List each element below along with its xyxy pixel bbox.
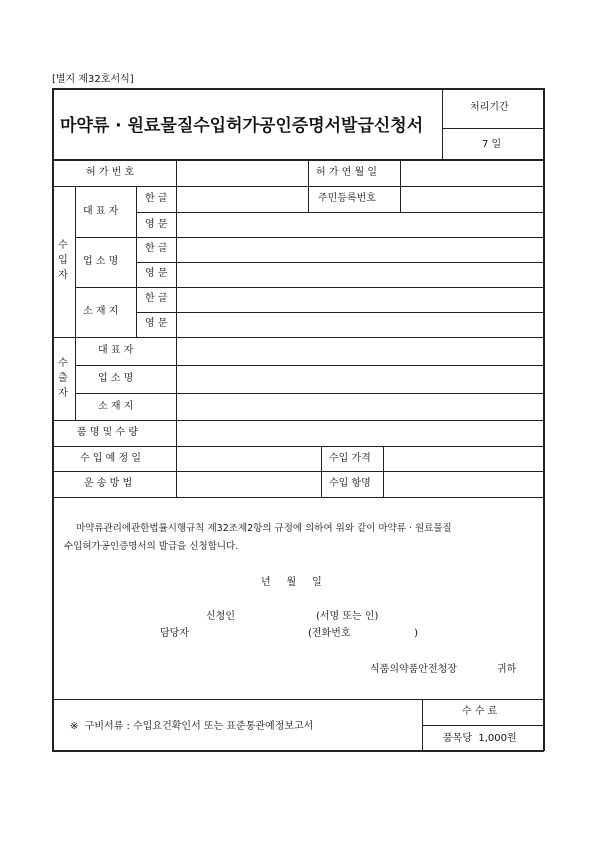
importer-business-name-label: 업 소 명 — [83, 256, 119, 267]
importer-biz-english-label: 영 문 — [145, 268, 168, 279]
exporter-representative-field[interactable] — [177, 338, 542, 365]
importer-loc-english-label: 영 문 — [145, 318, 168, 329]
statement-line-1: 마약류관리에관한법률시행규칙 제32조제2항의 규정에 의하여 위와 같이 마약류 · 원료물질 — [76, 523, 452, 534]
statement-line-2: 수입허가공인증명서의 발급을 신청합니다. — [64, 541, 239, 552]
importer-loc-korean-label: 한 글 — [145, 293, 168, 304]
import-port-label: 수입 항명 — [329, 478, 371, 489]
importer-biz-korean-label: 한 글 — [145, 243, 168, 254]
shipping-method-field[interactable] — [177, 472, 320, 497]
import-price-field[interactable] — [384, 447, 542, 471]
product-quantity-field[interactable] — [177, 421, 542, 446]
permit-date-label: 허 가 연 월 일 — [316, 167, 378, 178]
permit-number-field[interactable] — [177, 160, 307, 186]
exporter-group-label: 수 출 자 — [58, 358, 68, 399]
exporter-business-name-field[interactable] — [177, 366, 542, 393]
product-quantity-label: 품 명 및 수 량 — [77, 427, 139, 438]
importer-biz-english-field[interactable] — [177, 263, 542, 287]
shipping-method-label: 운 송 방 법 — [84, 478, 133, 489]
import-port-field[interactable] — [384, 472, 542, 497]
permit-date-field[interactable] — [401, 160, 542, 186]
fee-label: 수 수 료 — [462, 706, 498, 717]
importer-loc-korean-field[interactable] — [177, 288, 542, 312]
importer-representative-label: 대 표 자 — [83, 206, 119, 217]
processing-period-label: 처리기간 — [470, 102, 509, 113]
importer-rep-english-label: 영 문 — [145, 219, 168, 230]
exporter-location-label: 소 재 지 — [98, 401, 134, 412]
import-date-label: 수 입 예 정 일 — [80, 453, 142, 464]
resident-number-label: 주민등록번호 — [318, 193, 376, 204]
importer-location-label: 소 재 지 — [83, 306, 119, 317]
recipient-honorific: 귀하 — [497, 664, 517, 675]
applicant-signature: (서명 또는 인) — [316, 611, 379, 622]
required-documents-note: ※ 구비서류 : 수입요건확인서 또는 표준통관예정보고서 — [70, 721, 314, 732]
importer-biz-korean-field[interactable] — [177, 238, 542, 262]
form-number: [별지 제32호서식] — [52, 74, 134, 85]
fee-value: 품목당 1,000원 — [443, 733, 517, 744]
resident-number-field[interactable] — [401, 187, 542, 212]
date-line: 년 월 일 — [261, 577, 322, 588]
form-title: 마약류 · 원료물질수입허가공인증명서발급신청서 — [60, 116, 424, 136]
exporter-location-field[interactable] — [177, 394, 542, 420]
processing-period-value: 7 일 — [482, 139, 502, 150]
import-price-label: 수입 가격 — [329, 453, 371, 464]
person-in-charge-phone: (전화번호 ) — [308, 628, 419, 639]
recipient: 식품의약품안전청장 — [370, 664, 457, 675]
exporter-representative-label: 대 표 자 — [98, 345, 134, 356]
applicant-label: 신청인 — [206, 611, 235, 622]
exporter-business-name-label: 업 소 명 — [98, 373, 134, 384]
importer-loc-english-field[interactable] — [177, 313, 542, 337]
importer-rep-korean-field[interactable] — [177, 187, 307, 212]
permit-number-label: 허 가 번 호 — [86, 167, 135, 178]
import-date-field[interactable] — [177, 447, 320, 471]
importer-rep-korean-label: 한 글 — [145, 193, 168, 204]
importer-rep-english-field[interactable] — [177, 213, 542, 237]
importer-group-label: 수 입 자 — [58, 240, 68, 281]
person-in-charge-label: 담당자 — [160, 628, 189, 639]
